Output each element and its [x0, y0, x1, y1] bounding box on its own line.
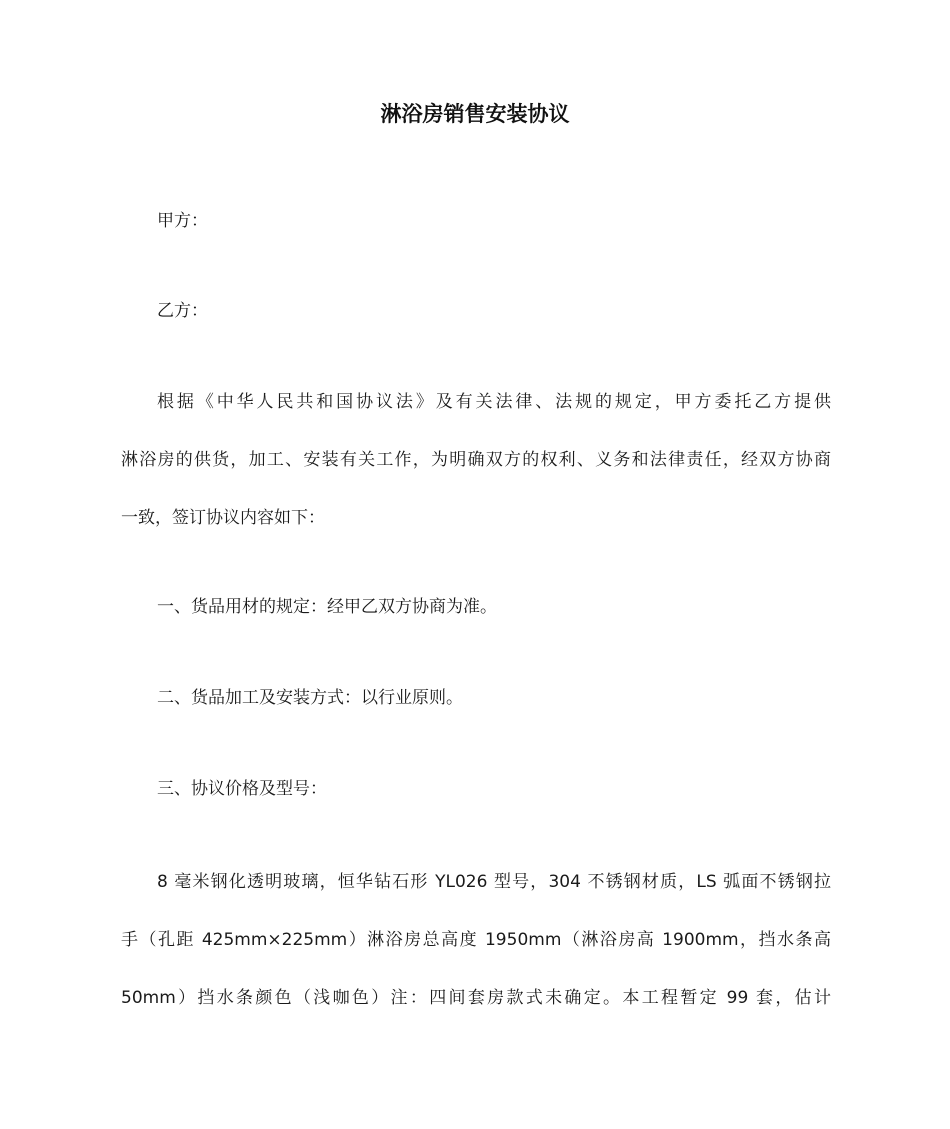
intro-line-2: 淋浴房的供货，加工、安装有关工作，为明确双方的权利、义务和法律责任，经双方协商	[121, 450, 831, 470]
clause-3: 三、协议价格及型号：	[157, 779, 327, 799]
spec-line-3: 50mm）挡水条颜色（浅咖色）注：四间套房款式未确定。本工程暂定 99 套，估计	[121, 988, 831, 1008]
spec-line-2: 手（孔距 425mm×225mm）淋浴房总高度 1950mm（淋浴房高 1900mm，挡水条高	[121, 930, 831, 950]
intro-line-1: 根据《中华人民共和国协议法》及有关法律、法规的规定，甲方委托乙方提供	[157, 392, 831, 412]
intro-line-3: 一致，签订协议内容如下：	[121, 508, 325, 528]
document-title: 淋浴房销售安装协议	[380, 102, 570, 126]
party-b-line: 乙方：	[157, 301, 208, 321]
party-a-line: 甲方：	[157, 211, 208, 231]
clause-1: 一、货品用材的规定：经甲乙双方协商为准。	[157, 597, 497, 617]
spec-line-1: 8 毫米钢化透明玻璃，恒华钻石形 YL026 型号，304 不锈钢材质，LS 弧面不锈钢拉	[157, 872, 831, 892]
spec-paragraph	[121, 853, 831, 1027]
intro-paragraph	[121, 373, 831, 547]
clause-2: 二、货品加工及安装方式：以行业原则。	[157, 688, 463, 708]
